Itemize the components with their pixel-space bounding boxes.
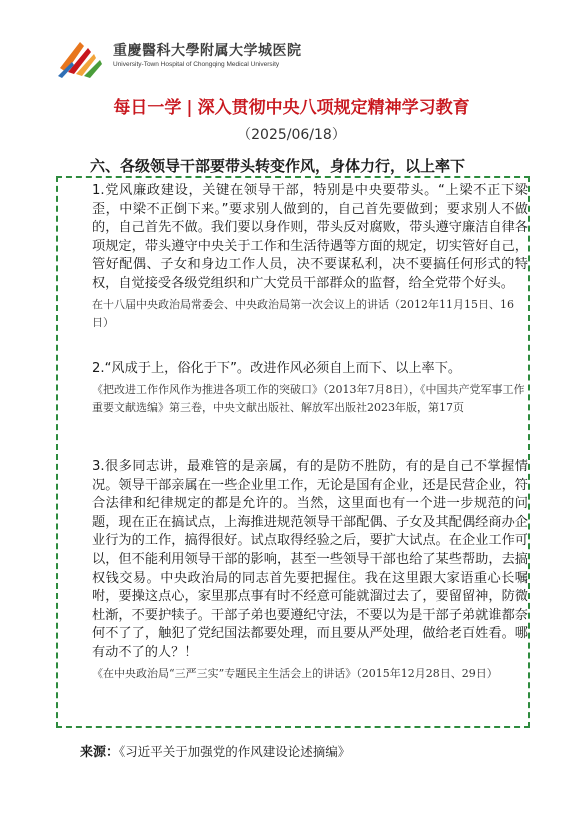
source-text: 《习近平关于加强党的作风建设论述摘编》 [119, 744, 351, 759]
quote-item-3 [92, 458, 528, 683]
quote-item-1 [92, 182, 528, 332]
quote-citation: 《把改进工作作风作为推进各项工作的突破口》（2013年7月8日），《中国共产党军事工作重要文献选编》第三卷，中央文献出版社、解放军出版社2023年版，第17页 [92, 382, 525, 414]
source-line [80, 741, 350, 760]
org-name-en: University-Town Hospital of Chongqing Medical University [113, 61, 280, 68]
quote-citation: 《在中央政治局“三严三实”专题民主生活会上的讲话》（2015年12月28日、29日） [92, 666, 498, 680]
hospital-logo-icon [58, 38, 106, 78]
page-header [0, 38, 583, 80]
quote-text: 1.党风廉政建设，关键在领导干部，特别是中央要带头。“上梁不正下梁歪，中梁不正倒下来。”要求别人做到的，自己首先要做到；要求别人不做的，自己首先不做。我们要以身作则，带头反对腐败，带头遵守廉洁自律各项规定，带头遵守中央关于工作和生活待遇等方面的规定，切实管好自己，管好配偶、子女和身边工作人员，决不要谋私利，决不要搞任何形式的特权，自觉接受各级党组织和广大党员干部群众的监督，给全党带个好头。 [92, 183, 528, 291]
section-heading: 六、各级领导干部要带头转变作风，身体力行，以上率下 [90, 157, 466, 175]
quote-item-2 [92, 360, 528, 417]
source-label: 来源： [80, 745, 120, 760]
page-title [0, 93, 583, 118]
title-main: 深入贯彻中央八项规定精神学习教育 [197, 98, 470, 118]
title-prefix: 每日一学 [113, 98, 182, 118]
title-separator: | [186, 98, 193, 118]
quote-text: 3.很多同志讲，最难管的是亲属，有的是防不胜防，有的是自己不掌握情况。领导干部亲属在一些企业里工作，无论是国有企业，还是民营企业，符合法律和纪律规定的都是允许的。当然，这里面也有一个进一步规范的问题，现在正在搞试点，上海推进规范领导干部配偶、子女及其配偶经商办企业行为的工作，搞得很好。试点取得经验之后，要扩大试点。在企业工作可以，但不能利用领导干部的影响，甚至一些领导干部也给了某些帮助，去搞权钱交易。中央政治局的同志首先要把握住。我在这里跟大家语重心长嘱咐，要操这点心，家里那点事有时不经意可能就溜过去了，要留留神，防微杜渐，不要护犊子。干部子弟也要遵纪守法，不要以为是干部子弟就谁都奈何不了了，触犯了党纪国法都要处理，而且要从严处理，做给老百姓看。哪有动不了的人？！ [92, 459, 528, 660]
quote-text: 2.“风成于上，俗化于下”。改进作风必须自上而下、以上率下。 [92, 361, 462, 376]
quote-citation: 在十八届中央政治局常委会、中央政治局第一次会议上的讲话（2012年11月15日、16日） [92, 297, 514, 329]
publish-date: （2025/06/18） [237, 127, 346, 143]
org-name-cn: 重慶醫科大學附属大学城医院 [113, 43, 302, 59]
